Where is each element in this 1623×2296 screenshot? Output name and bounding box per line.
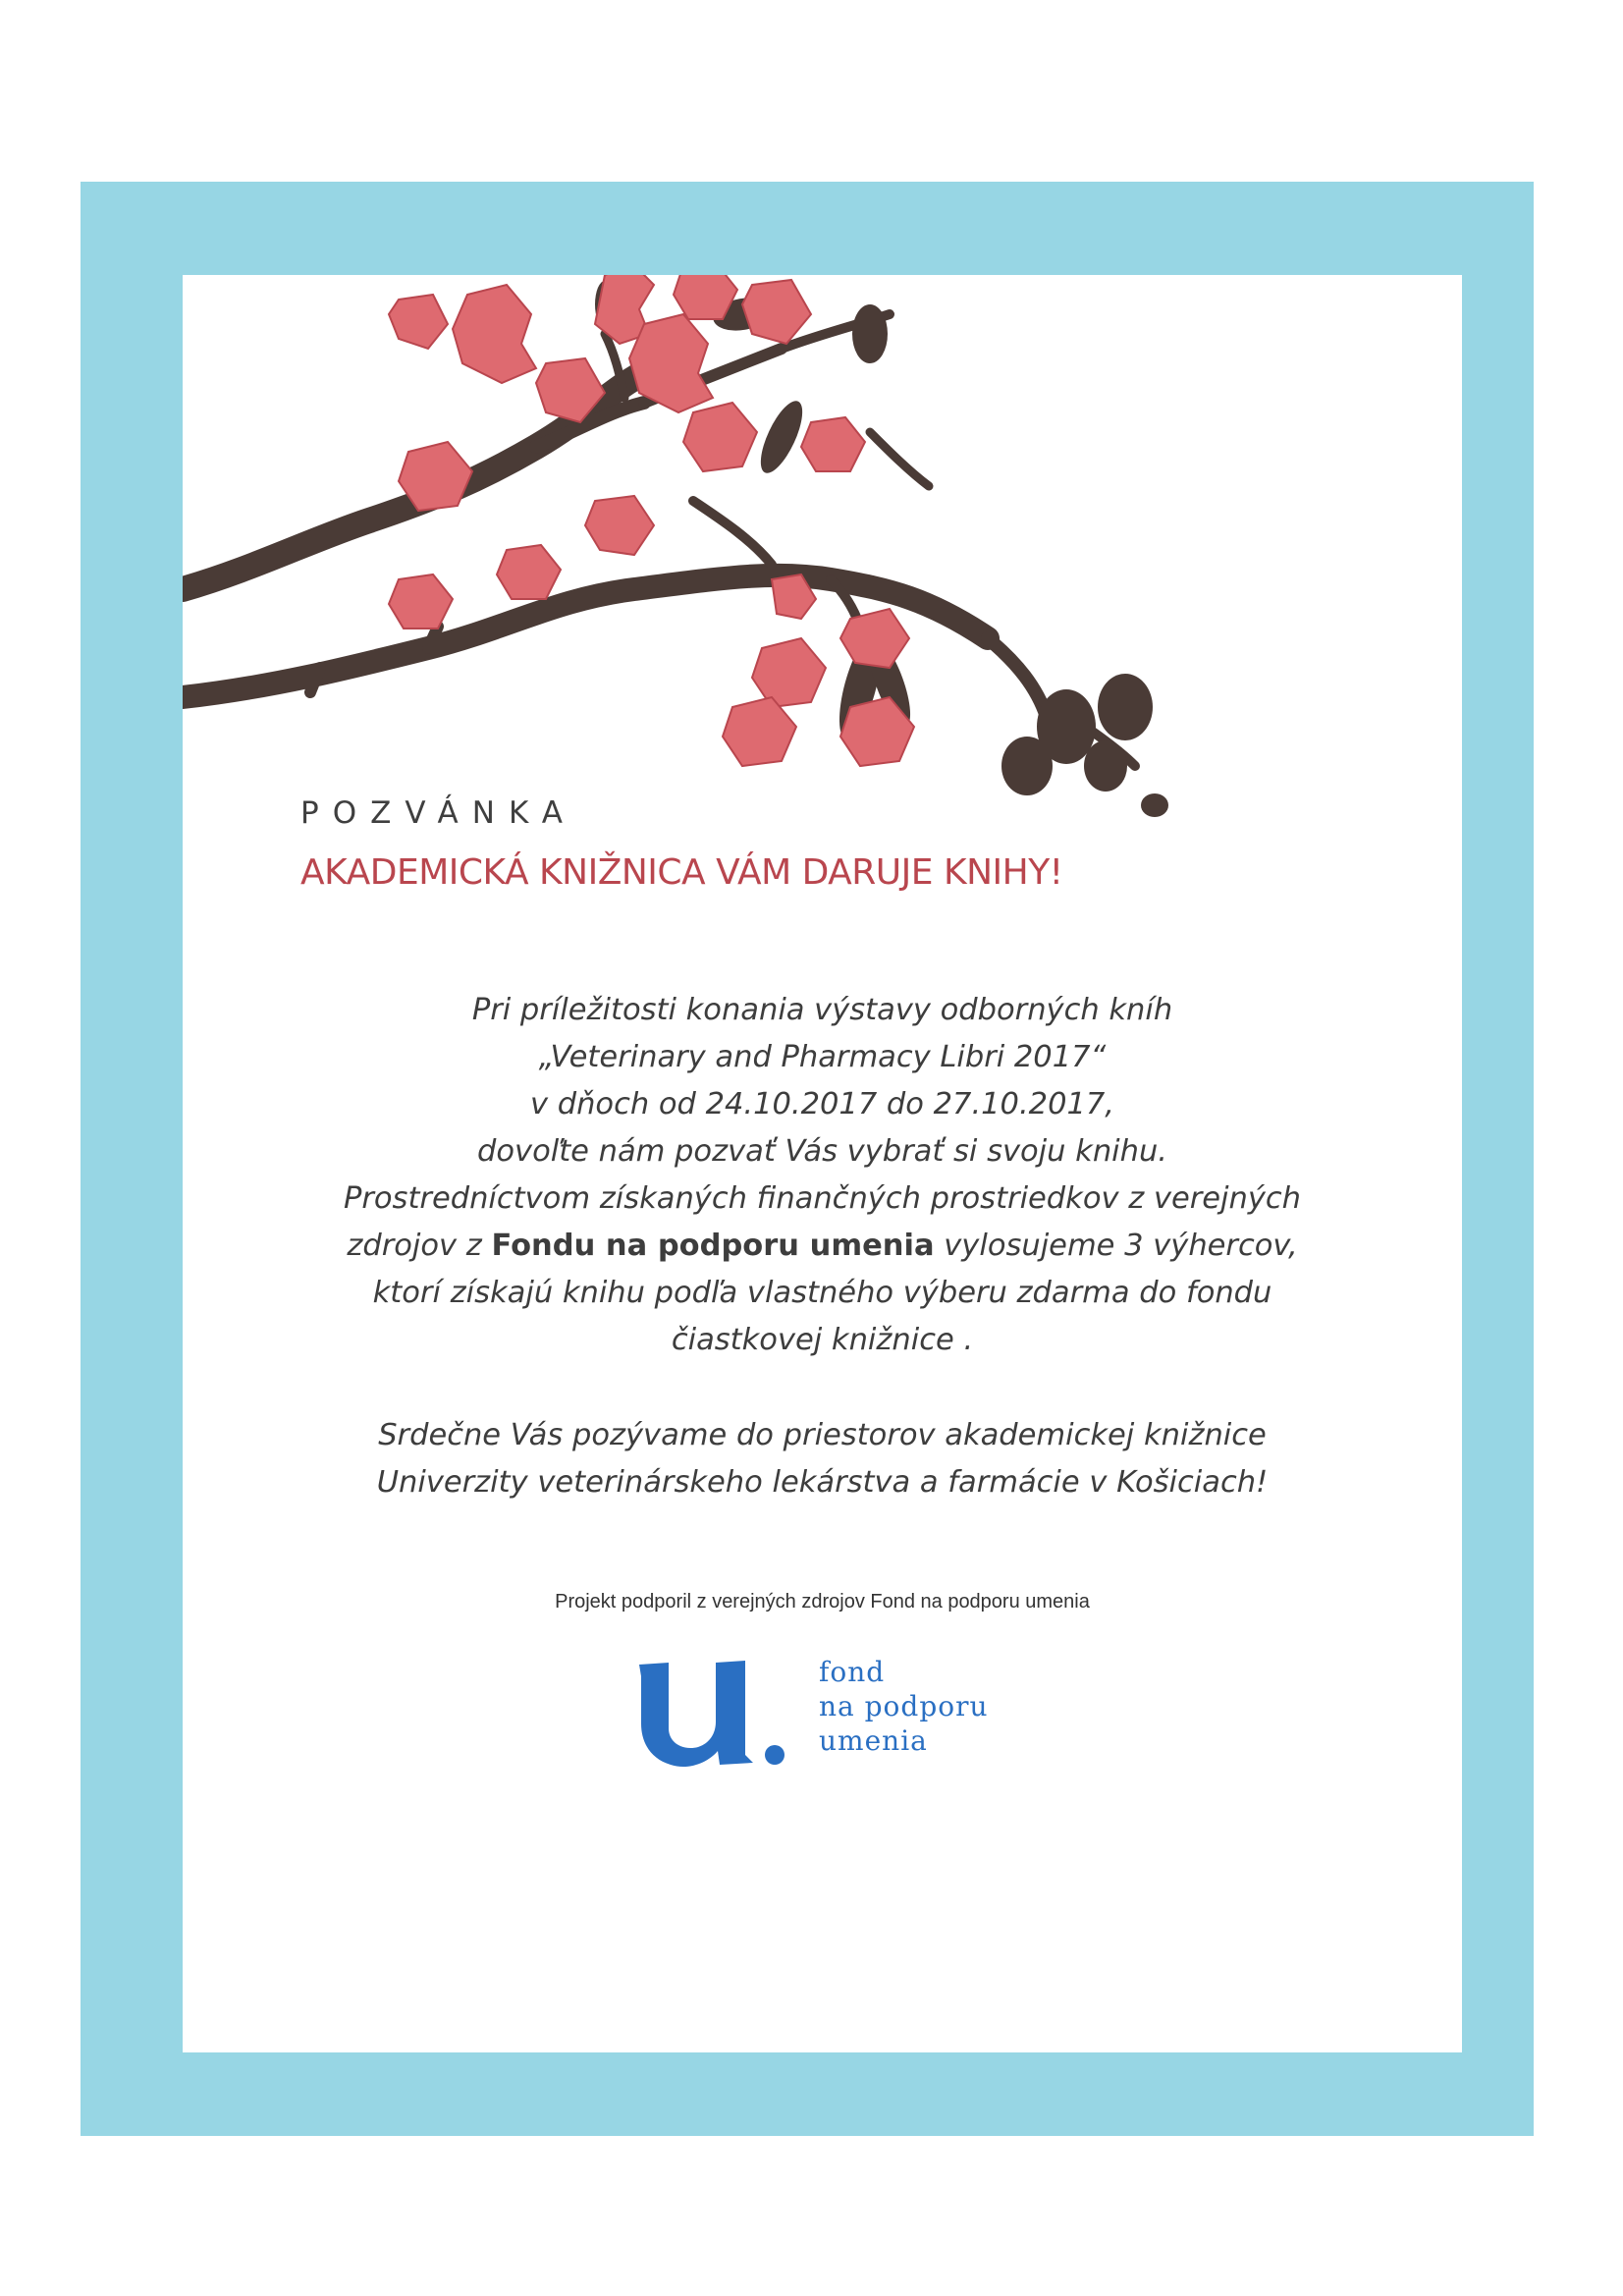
invitation-kicker: POZVÁNKA [300, 795, 576, 831]
body-line: ktorí získajú knihu podľa vlastného výberu zdarma do fondu [372, 1276, 1272, 1310]
body-text-fragment: zdrojov z [347, 1229, 492, 1263]
logo-line: fond [819, 1656, 886, 1688]
body-text-fragment: vylosujeme 3 výhercov, [934, 1229, 1298, 1263]
body-line: dovoľte nám pozvať Vás vybrať si svoju knihu. [477, 1134, 1167, 1169]
fund-logo-wordmark [819, 1655, 989, 1758]
closing-line: Srdečne Vás pozývame do priestorov akademickej knižnice [378, 1418, 1267, 1452]
body-line: „Veterinary and Pharmacy Libri 2017“ [538, 1040, 1107, 1074]
page-border-frame [81, 182, 1534, 2136]
invitation-headline: AKADEMICKÁ KNIŽNICA VÁM DARUJE KNIHY! [300, 852, 1063, 893]
logo-line: umenia [819, 1724, 928, 1757]
closing-line: Univerzity veterinárskeho lekárstva a farmácie v Košiciach! [376, 1465, 1269, 1500]
body-line-fund [183, 1223, 1462, 1270]
funding-note: Projekt podporil z verejných zdrojov Fond na podporu umenia [555, 1591, 1090, 1613]
body-line: čiastkovej knižnice . [671, 1323, 974, 1357]
fund-name-emphasis: Fondu na podporu umenia [491, 1229, 935, 1263]
fund-logo-mark-icon [629, 1645, 796, 1782]
body-line: v dňoch od 24.10.2017 do 27.10.2017, [530, 1087, 1114, 1121]
logo-line: na podporu [819, 1690, 989, 1722]
invitation-card [183, 275, 1462, 2052]
body-line: Pri príležitosti konania výstavy odborných kníh [471, 993, 1173, 1027]
body-line: Prostredníctvom získaných finančných prostriedkov z verejných [343, 1181, 1302, 1216]
fund-logo [629, 1645, 1042, 1782]
invitation-body [183, 987, 1462, 1364]
invitation-closing [183, 1412, 1462, 1506]
